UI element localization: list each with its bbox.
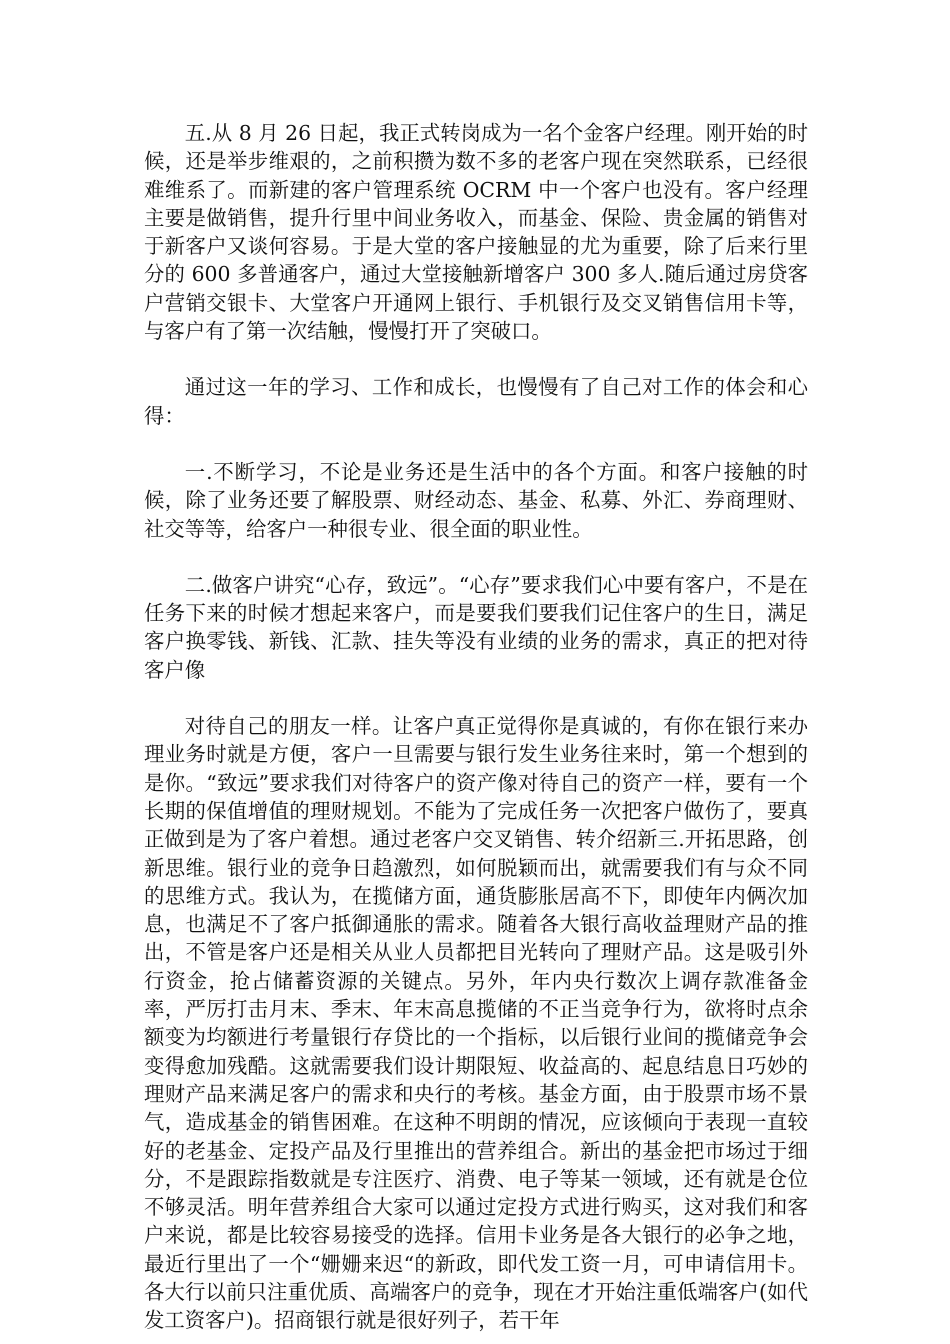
paragraph-innovation: 对待自己的朋友一样。让客户真正觉得你是真诚的，有你在银行来办理业务时就是方便，客户一旦需要与银行发生业务往来时，第一个想到的是你。“致远”要求我们对待客户的资产像对待自己的资产一样，要有一个长期的保值增值的理财规划。不能为了完成任务一次把客户做伤了，要真正做到是为了客户着想。通过老客户交叉销售、转介绍新三.开拓思路，创新思维。银行业的竞争日趋激烈，如何脱颖而出，就需要我们有与众不同的思维方式。我认为，在揽储方面，通货膨胀居高不下，即使年内俩次加息，也满足不了客户抵御通胀的需求。随着各大银行高收益理财产品的推出，不管是客户还是相关从业人员都把目光转向了理财产品。这是吸引外行资金，抢占储蓄资源的关键点。另外，年内央行数次上调存款准备金率，严厉打击月末、季末、年末高息揽储的不正当竞争行为，欲将时点余额变为均额进行考量银行存贷比的一个指标，以后银行业间的揽储竞争会变得愈加残酷。这就需要我们设计期限短、收益高的、起息结息日巧妙的理财产品来满足客户的需求和央行的考核。基金方面，由于股票市场不景气，造成基金的销售困难。在这种不明朗的情况，应该倾向于表现一直较好的老基金、定投产品及行里推出的营养组合。新出的基金把市场过于细分，不是跟踪指数就是专注医疗、消费、电子等某一领域，还有就是仓位不够灵活。明年营养组合大家可以通过定投方式进行购买，这对我们和客户来说，都是比较容易接受的选择。信用卡业务是各大银行的必争之地，最近行里出了一个“姗姗来迟“的新政，即代发工资一月，可申请信用卡。各大行以前只注重优质、高端客户的竞争，现在才开始注重低端客户(如代发工资客户)。招商银行就是很好列子，若干年 (144, 714, 808, 1333)
paragraph-keep-learning: 一.不断学习，不论是业务还是生活中的各个方面。和客户接触的时候，除了业务还要了解股票、财经动态、基金、私募、外汇、券商理财、社交等等，给客户一种很专业、很全面的职业性。 (144, 459, 808, 541)
paragraph-customer-care: 二.做客户讲究“心存，致远”。“心存”要求我们心中要有客户，不是在任务下来的时候才想起来客户，而是要我们要我们记住客户的生日，满足客户换零钱、新钱、汇款、挂失等没有业绩的业务的需求，真正的把对待客户像 (144, 572, 808, 682)
paragraph-reflection-intro: 通过这一年的学习、工作和成长，也慢慢有了自己对工作的体会和心得： (144, 375, 808, 428)
paragraph-career-transition: 五.从 8 月 26 日起，我正式转岗成为一名个金客户经理。刚开始的时候，还是举步维艰的，之前积攒为数不多的老客户现在突然联系，已经很难维系了。而新建的客户管理系统 OCRM 中一个客户也没有。客户经理主要是做销售，提升行里中间业务收入，而基金、保险、贵金属的销售对于新客户又谈何容易。于是大堂的客户接触显的尤为重要，除了后来行里分的 600 多普通客户，通过大堂接触新增客户 300 多人.随后通过房贷客户营销交银卡、大堂客户开通网上银行、手机银行及交叉销售信用卡等，与客户有了第一次结触，慢慢打开了突破口。 (144, 121, 808, 344)
document-body (144, 119, 808, 1335)
